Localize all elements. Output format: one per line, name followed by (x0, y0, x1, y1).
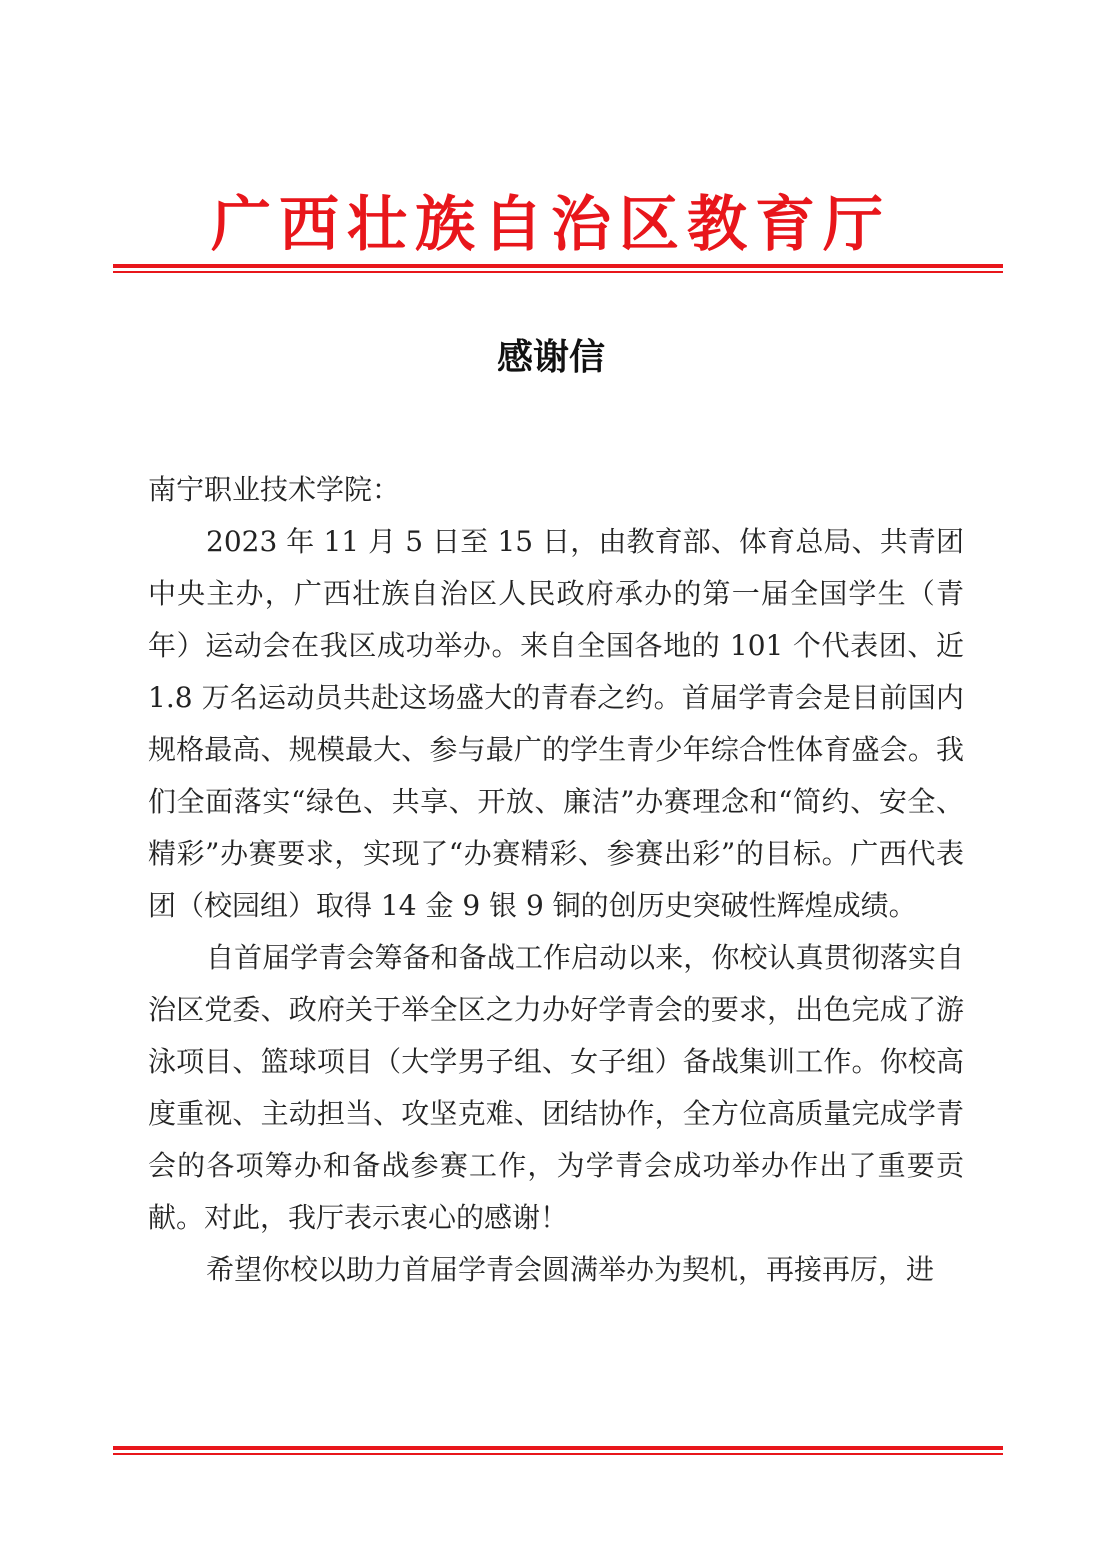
salutation: 南宁职业技术学院： (148, 473, 401, 506)
header-divider-thin-line (113, 271, 1003, 273)
footer-divider (113, 1446, 1003, 1455)
letter-body (148, 464, 964, 1296)
paragraph-3: 希望你校以助力首届学青会圆满举办为契机，再接再厉，进 (206, 1253, 935, 1286)
paragraph-2: 自首届学青会筹备和备战工作启动以来，你校认真贯彻落实自治区党委、政府关于举全区之力办好学青会的要求，出色完成了游泳项目、篮球项目（大学男子组、女子组）备战集训工作。你校高度重视、主动担当、攻坚克难、团结协作，全方位高质量完成学青会的各项筹办和备战参赛工作，为学青会成功举办作出了重要贡献。对此，我厅表示衷心的感谢！ (148, 941, 964, 1234)
footer-divider-thin-line (113, 1453, 1003, 1455)
document-title: 感谢信 (496, 337, 605, 378)
agency-masthead: 广西壮族自治区教育厅 (211, 190, 891, 260)
paragraph-1: 2023 年 11 月 5 日至 15 日，由教育部、体育总局、共青团中央主办，广西壮族自治区人民政府承办的第一届全国学生（青年）运动会在我区成功举办。来自全国各地的 101 个代表团、近 1.8 万名运动员共赴这场盛大的青春之约。首届学青会是目前国内规格最高、规模最大、参与最广的学生青少年综合性体育盛会。我们全面落实“绿色、共享、开放、廉洁”办赛理念和“简约、安全、精彩”办赛要求，实现了“办赛精彩、参赛出彩”的目标。广西代表团（校园组）取得 14 金 9 银 9 铜的创历史突破性辉煌成绩。 (148, 525, 964, 922)
header-divider (113, 264, 1003, 273)
